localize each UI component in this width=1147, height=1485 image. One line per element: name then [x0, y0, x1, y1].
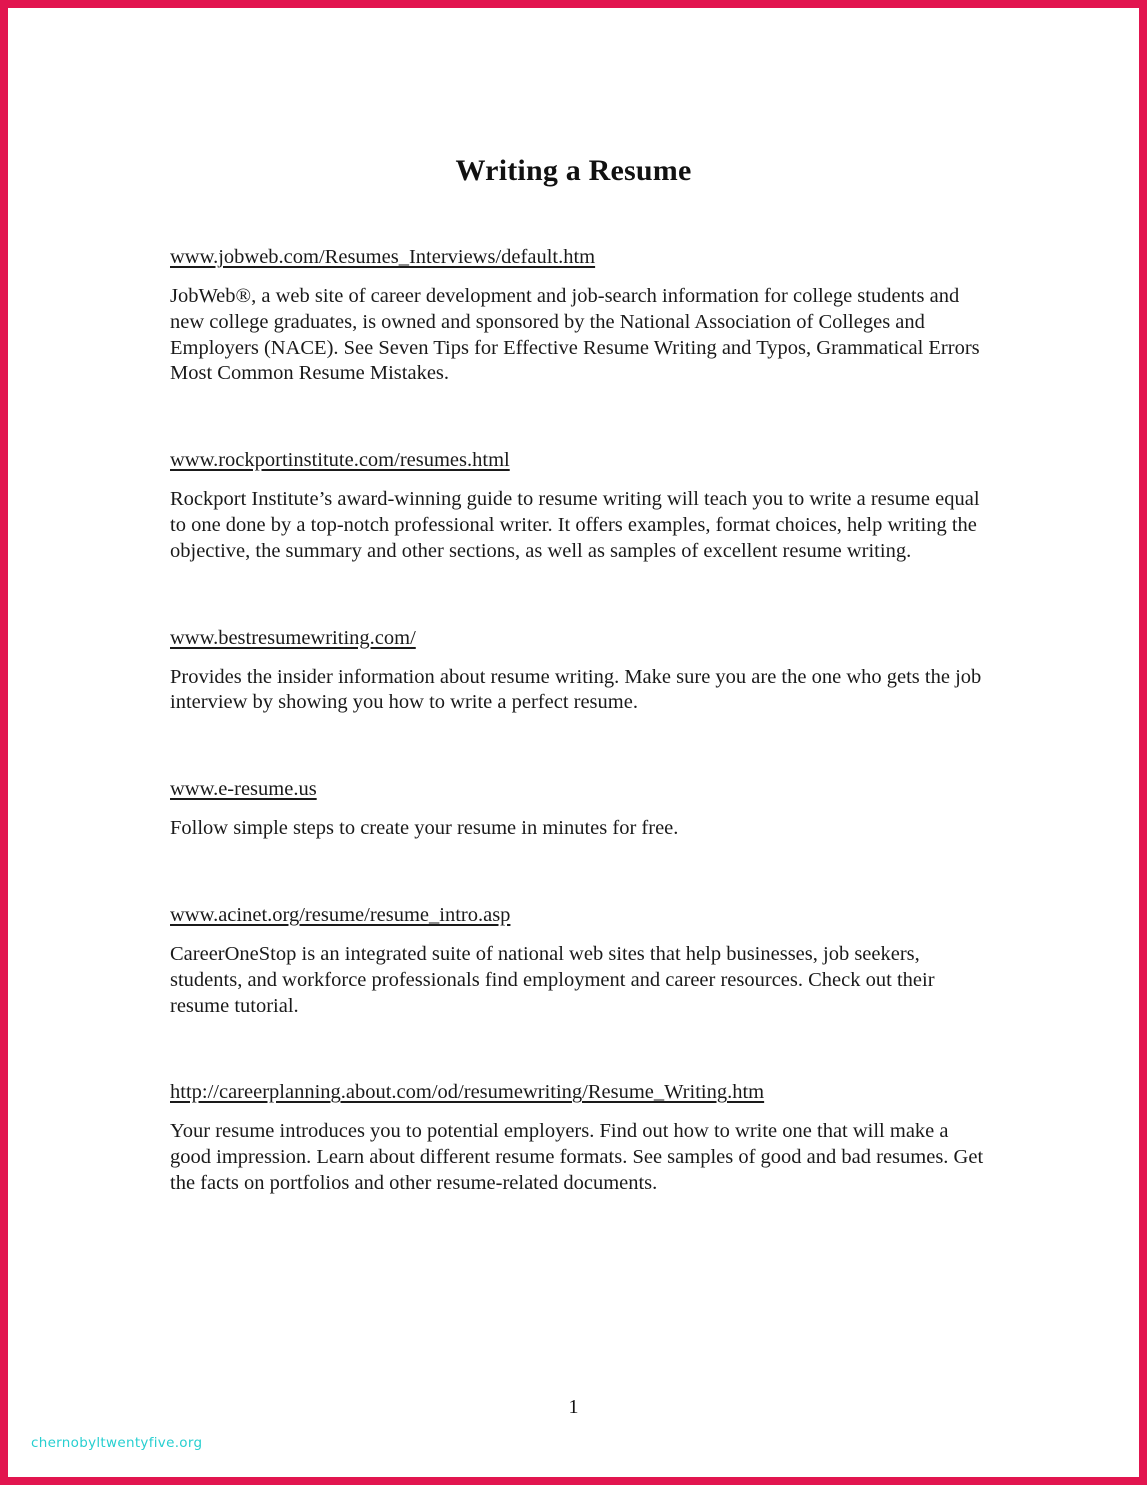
- page-title: Writing a Resume: [455, 154, 692, 188]
- resource-description: Rockport Institute’s award-winning guide to resume writing will teach you to write a resume equal to one done by a top-notch professional writer. It offers examples, format choices, help writing the objective, the summary and other sections, as well as samples of excellent resume writing.: [170, 488, 980, 562]
- resource-url-link[interactable]: www.bestresumewriting.com/: [170, 626, 416, 649]
- resource-description: CareerOneStop is an integrated suite of national web sites that help businesses, job seekers, students, and workforce professionals find employment and career resources. Check out their resume tutorial.: [170, 942, 935, 1017]
- resource-url-link[interactable]: http://careerplanning.about.com/od/resumewriting/Resume_Writing.htm: [170, 1081, 765, 1104]
- resource-url-link[interactable]: www.e-resume.us: [170, 778, 317, 801]
- page-number: 1: [568, 1396, 579, 1418]
- resource-url-link[interactable]: www.rockportinstitute.com/resumes.html: [170, 449, 510, 472]
- resource-entry: [170, 447, 988, 564]
- resource-entry: [170, 1079, 988, 1196]
- resource-description: Follow simple steps to create your resume in minutes for free.: [170, 817, 679, 840]
- resource-description: Your resume introduces you to potential employers. Find out how to write one that will make a good impression. Learn about different resume formats. See samples of good and bad resumes. Get the facts on portfolios and other resume-related documents.: [170, 1120, 984, 1194]
- resource-entry: [170, 244, 988, 387]
- resource-description: JobWeb®, a web site of career development and job-search information for college students and new college graduates, is owned and sponsored by the National Association of Colleges and Employers (NACE). See Seven Tips for Effective Resume Writing and Typos, Grammatical Errors Most Common Resume Mistakes.: [170, 285, 980, 385]
- resource-entry: [170, 776, 988, 842]
- watermark-text: chernobyltwentyfive.org: [31, 1435, 203, 1451]
- resource-description: Provides the insider information about resume writing. Make sure you are the one who gets the job interview by showing you how to write a perfect resume.: [170, 665, 982, 714]
- resource-url-link[interactable]: www.acinet.org/resume/resume_intro.asp: [170, 903, 511, 926]
- document-page: [8, 8, 1139, 1477]
- document-body: [170, 244, 988, 1197]
- resource-url-link[interactable]: www.jobweb.com/Resumes_Interviews/default.htm: [170, 246, 596, 268]
- resource-entry: [170, 902, 988, 1019]
- resource-entry: [170, 625, 988, 717]
